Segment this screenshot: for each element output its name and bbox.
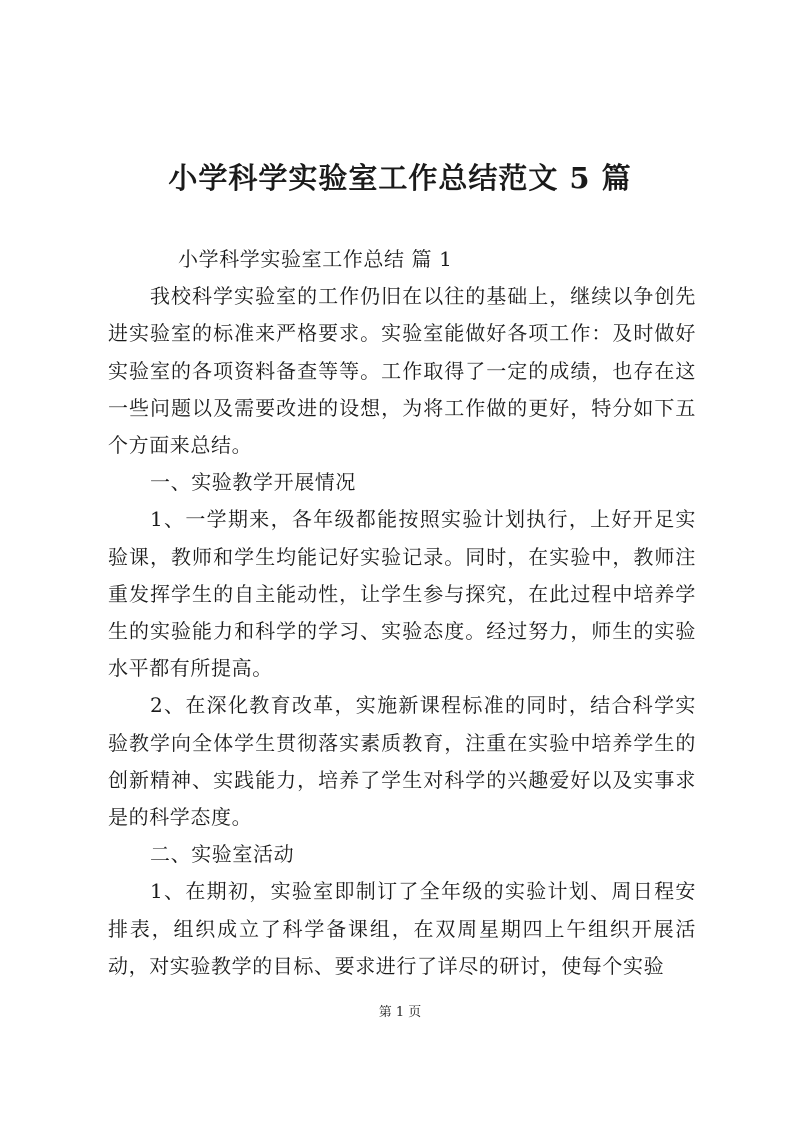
paragraph: 1、在期初，实验室即制订了全年级的实验计划、周日程安排表，组织成立了科学备课组，在双周星期四上午组织开展活动，对实验教学的目标、要求进行了详尽的研讨，使每个实验	[108, 879, 696, 978]
paragraph: 1、一学期来，各年级都能按照实验计划执行，上好开足实验课，教师和学生均能记好实验记录。同时，在实验中，教师注重发挥学生的自主能动性，让学生参与探究，在此过程中培养学生的实验能力和科学的学习、实验态度。经过努力，师生的实验水平都有所提高。	[108, 507, 696, 681]
page-number: 第 1 页	[378, 1005, 422, 1020]
section-subtitle: 小学科学实验室工作总结 篇 1	[178, 247, 453, 271]
document-body	[108, 241, 696, 985]
paragraph: 我校科学实验室的工作仍旧在以往的基础上，继续以争创先进实验室的标准来严格要求。实验室能做好各项工作：及时做好实验室的各项资料备查等等。工作取得了一定的成绩，也存在这一些问题以及需要改进的设想，为将工作做的更好，特分如下五个方面来总结。	[108, 284, 696, 458]
section-heading: 二、实验室活动	[150, 842, 295, 867]
section-heading: 一、实验教学开展情况	[150, 470, 356, 495]
paragraph: 2、在深化教育改革，实施新课程标准的同时，结合科学实验教学向全体学生贯彻落实素质教育，注重在实验中培养学生的创新精神、实践能力，培养了学生对科学的兴趣爱好以及实事求是的科学态度。	[108, 693, 696, 830]
document-title: 小学科学实验室工作总结范文 5 篇	[168, 161, 632, 195]
